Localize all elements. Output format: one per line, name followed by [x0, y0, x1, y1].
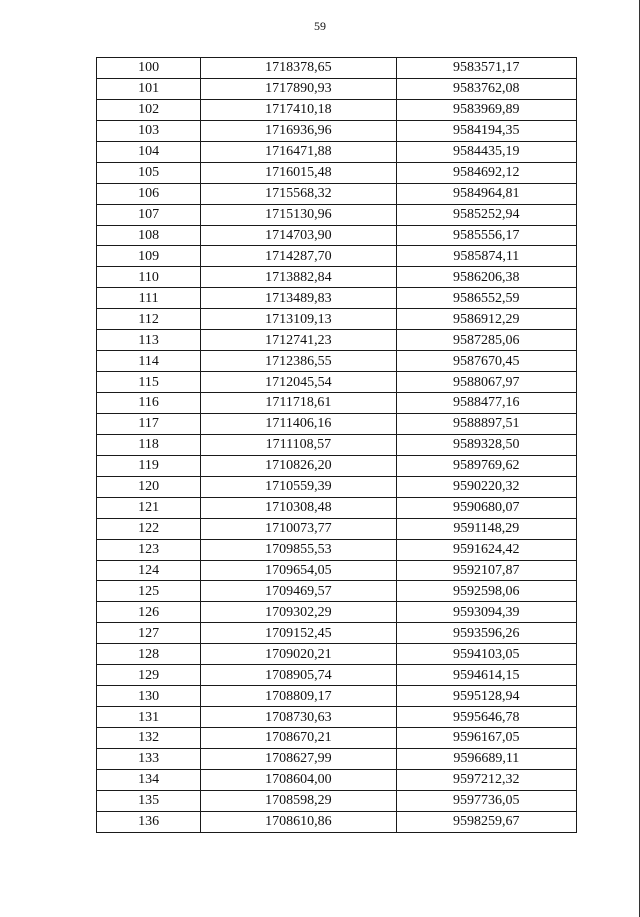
point-number-cell: 116	[97, 393, 201, 414]
y-coordinate-cell: 9583762,08	[396, 78, 576, 99]
x-coordinate-cell: 1717410,18	[201, 99, 396, 120]
point-number-cell: 115	[97, 372, 201, 393]
point-number-cell: 105	[97, 162, 201, 183]
point-number-cell: 135	[97, 790, 201, 811]
table-row	[97, 455, 577, 476]
point-number-cell: 119	[97, 455, 201, 476]
y-coordinate-cell: 9592598,06	[396, 581, 576, 602]
x-coordinate-cell: 1714703,90	[201, 225, 396, 246]
point-number-cell: 109	[97, 246, 201, 267]
y-coordinate-cell: 9587285,06	[396, 330, 576, 351]
y-coordinate-cell: 9586206,38	[396, 267, 576, 288]
point-number-cell: 124	[97, 560, 201, 581]
x-coordinate-cell: 1709855,53	[201, 539, 396, 560]
table-row	[97, 581, 577, 602]
y-coordinate-cell: 9585252,94	[396, 204, 576, 225]
table-row	[97, 644, 577, 665]
y-coordinate-cell: 9588067,97	[396, 372, 576, 393]
y-coordinate-cell: 9592107,87	[396, 560, 576, 581]
point-number-cell: 120	[97, 476, 201, 497]
x-coordinate-cell: 1710073,77	[201, 518, 396, 539]
point-number-cell: 100	[97, 58, 201, 79]
x-coordinate-cell: 1712741,23	[201, 330, 396, 351]
point-number-cell: 132	[97, 728, 201, 749]
point-number-cell: 118	[97, 434, 201, 455]
point-number-cell: 125	[97, 581, 201, 602]
table-row	[97, 748, 577, 769]
point-number-cell: 101	[97, 78, 201, 99]
y-coordinate-cell: 9586912,29	[396, 309, 576, 330]
y-coordinate-cell: 9593596,26	[396, 623, 576, 644]
point-number-cell: 123	[97, 539, 201, 560]
x-coordinate-cell: 1714287,70	[201, 246, 396, 267]
table-row	[97, 309, 577, 330]
table-row	[97, 560, 577, 581]
point-number-cell: 133	[97, 748, 201, 769]
y-coordinate-cell: 9589769,62	[396, 455, 576, 476]
y-coordinate-cell: 9597212,32	[396, 769, 576, 790]
table-row	[97, 769, 577, 790]
x-coordinate-cell: 1709302,29	[201, 602, 396, 623]
table-row	[97, 330, 577, 351]
x-coordinate-cell: 1718378,65	[201, 58, 396, 79]
table-row	[97, 434, 577, 455]
table-row	[97, 393, 577, 414]
table-row	[97, 183, 577, 204]
x-coordinate-cell: 1708730,63	[201, 707, 396, 728]
table-row	[97, 602, 577, 623]
x-coordinate-cell: 1713109,13	[201, 309, 396, 330]
table-row	[97, 372, 577, 393]
point-number-cell: 107	[97, 204, 201, 225]
y-coordinate-cell: 9594103,05	[396, 644, 576, 665]
x-coordinate-cell: 1710559,39	[201, 476, 396, 497]
point-number-cell: 110	[97, 267, 201, 288]
y-coordinate-cell: 9590220,32	[396, 476, 576, 497]
y-coordinate-cell: 9588897,51	[396, 413, 576, 434]
point-number-cell: 130	[97, 686, 201, 707]
y-coordinate-cell: 9591148,29	[396, 518, 576, 539]
x-coordinate-cell: 1716015,48	[201, 162, 396, 183]
y-coordinate-cell: 9586552,59	[396, 288, 576, 309]
coordinates-table	[96, 57, 577, 833]
y-coordinate-cell: 9593094,39	[396, 602, 576, 623]
table-row	[97, 225, 577, 246]
x-coordinate-cell: 1708627,99	[201, 748, 396, 769]
point-number-cell: 108	[97, 225, 201, 246]
x-coordinate-cell: 1712386,55	[201, 351, 396, 372]
x-coordinate-cell: 1709654,05	[201, 560, 396, 581]
point-number-cell: 126	[97, 602, 201, 623]
x-coordinate-cell: 1710308,48	[201, 497, 396, 518]
point-number-cell: 114	[97, 351, 201, 372]
table-row	[97, 141, 577, 162]
x-coordinate-cell: 1708598,29	[201, 790, 396, 811]
y-coordinate-cell: 9594614,15	[396, 665, 576, 686]
table-row	[97, 665, 577, 686]
y-coordinate-cell: 9588477,16	[396, 393, 576, 414]
table-row	[97, 351, 577, 372]
table-row	[97, 162, 577, 183]
point-number-cell: 102	[97, 99, 201, 120]
point-number-cell: 112	[97, 309, 201, 330]
x-coordinate-cell: 1713882,84	[201, 267, 396, 288]
y-coordinate-cell: 9596689,11	[396, 748, 576, 769]
point-number-cell: 134	[97, 769, 201, 790]
x-coordinate-cell: 1711718,61	[201, 393, 396, 414]
y-coordinate-cell: 9583571,17	[396, 58, 576, 79]
y-coordinate-cell: 9589328,50	[396, 434, 576, 455]
y-coordinate-cell: 9590680,07	[396, 497, 576, 518]
y-coordinate-cell: 9587670,45	[396, 351, 576, 372]
x-coordinate-cell: 1711108,57	[201, 434, 396, 455]
table-row	[97, 120, 577, 141]
y-coordinate-cell: 9597736,05	[396, 790, 576, 811]
table-row	[97, 246, 577, 267]
y-coordinate-cell: 9584692,12	[396, 162, 576, 183]
point-number-cell: 136	[97, 811, 201, 832]
x-coordinate-cell: 1709469,57	[201, 581, 396, 602]
y-coordinate-cell: 9585874,11	[396, 246, 576, 267]
y-coordinate-cell: 9596167,05	[396, 728, 576, 749]
point-number-cell: 113	[97, 330, 201, 351]
table-row	[97, 204, 577, 225]
y-coordinate-cell: 9595128,94	[396, 686, 576, 707]
point-number-cell: 103	[97, 120, 201, 141]
point-number-cell: 131	[97, 707, 201, 728]
x-coordinate-cell: 1708610,86	[201, 811, 396, 832]
page-number: 59	[314, 19, 326, 33]
y-coordinate-cell: 9591624,42	[396, 539, 576, 560]
table-row	[97, 413, 577, 434]
x-coordinate-cell: 1712045,54	[201, 372, 396, 393]
x-coordinate-cell: 1717890,93	[201, 78, 396, 99]
table-row	[97, 518, 577, 539]
x-coordinate-cell: 1710826,20	[201, 455, 396, 476]
point-number-cell: 121	[97, 497, 201, 518]
point-number-cell: 127	[97, 623, 201, 644]
point-number-cell: 128	[97, 644, 201, 665]
point-number-cell: 111	[97, 288, 201, 309]
y-coordinate-cell: 9585556,17	[396, 225, 576, 246]
table-row	[97, 811, 577, 832]
table-row	[97, 728, 577, 749]
table-row	[97, 267, 577, 288]
x-coordinate-cell: 1708670,21	[201, 728, 396, 749]
point-number-cell: 117	[97, 413, 201, 434]
point-number-cell: 122	[97, 518, 201, 539]
x-coordinate-cell: 1709152,45	[201, 623, 396, 644]
y-coordinate-cell: 9583969,89	[396, 99, 576, 120]
table-row	[97, 476, 577, 497]
x-coordinate-cell: 1709020,21	[201, 644, 396, 665]
point-number-cell: 106	[97, 183, 201, 204]
table-row	[97, 707, 577, 728]
table-row	[97, 58, 577, 79]
x-coordinate-cell: 1715130,96	[201, 204, 396, 225]
y-coordinate-cell: 9595646,78	[396, 707, 576, 728]
table-row	[97, 78, 577, 99]
x-coordinate-cell: 1708905,74	[201, 665, 396, 686]
y-coordinate-cell: 9584964,81	[396, 183, 576, 204]
x-coordinate-cell: 1713489,83	[201, 288, 396, 309]
table-row	[97, 288, 577, 309]
table-row	[97, 623, 577, 644]
table-row	[97, 790, 577, 811]
y-coordinate-cell: 9584194,35	[396, 120, 576, 141]
y-coordinate-cell: 9598259,67	[396, 811, 576, 832]
table-row	[97, 686, 577, 707]
y-coordinate-cell: 9584435,19	[396, 141, 576, 162]
x-coordinate-cell: 1708809,17	[201, 686, 396, 707]
table-row	[97, 99, 577, 120]
table-row	[97, 497, 577, 518]
x-coordinate-cell: 1716471,88	[201, 141, 396, 162]
x-coordinate-cell: 1708604,00	[201, 769, 396, 790]
x-coordinate-cell: 1715568,32	[201, 183, 396, 204]
point-number-cell: 129	[97, 665, 201, 686]
x-coordinate-cell: 1716936,96	[201, 120, 396, 141]
table-row	[97, 539, 577, 560]
coordinates-table-body	[97, 58, 577, 833]
x-coordinate-cell: 1711406,16	[201, 413, 396, 434]
point-number-cell: 104	[97, 141, 201, 162]
